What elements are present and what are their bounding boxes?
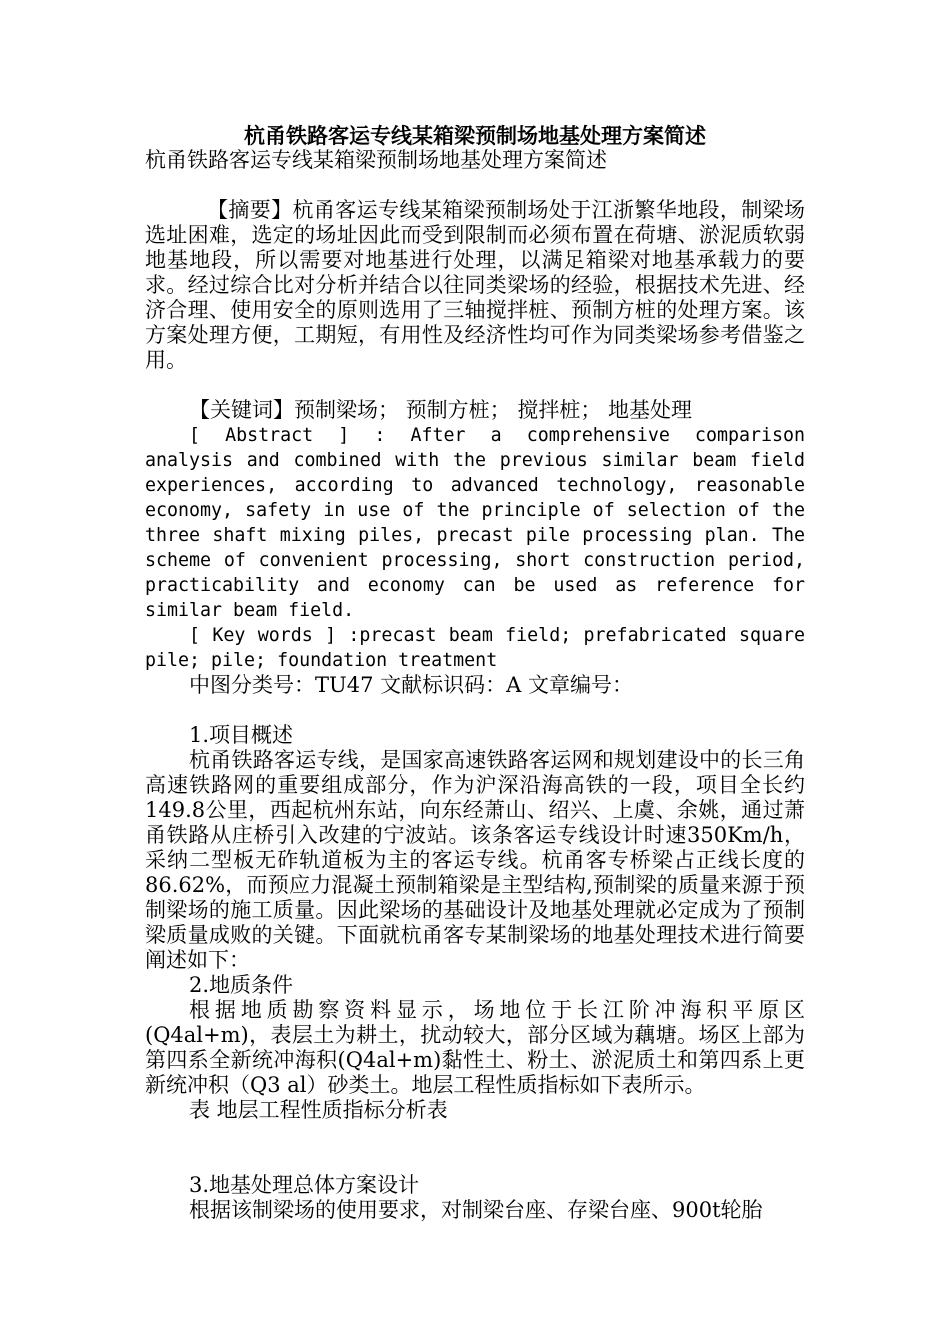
keywords-chinese: 【关键词】预制梁场； 预制方桩； 搅拌桩； 地基处理 <box>189 398 693 422</box>
spacer <box>145 1123 805 1173</box>
table-caption: 表 地层工程性质指标分析表 <box>189 1098 448 1122</box>
section-3-heading: 3.地基处理总体方案设计 <box>189 1173 420 1197</box>
abstract-chinese: 【摘要】杭甬客运专线某箱梁预制场处于江浙繁华地段，制梁场选址困难，选定的场址因此而受到限制而必须布置在荷塘、淤泥质软弱地基地段，所以需要对地基进行处理，以满足箱梁对地基承载力的要求。经过综合比对分析并结合以往同类梁场的经验，根据技术先进、经济合理、使用安全的原则选用了三轴搅拌桩、预制方桩的处理方案。该方案处理方便，工期短，有用性及经济性均可作为同类梁场参考借鉴之用。 <box>145 198 805 372</box>
section-1-text: 杭甬铁路客运专线，是国家高速铁路客运网和规划建设中的长三角高速铁路网的重要组成部分，作为沪深沿海高铁的一段，项目全长约149.8公里，西起杭州东站，向东经萧山、绍兴、上虞、余姚，通过萧甬铁路从庄桥引入改建的宁波站。该条客运专线设计时速350Km/h，采纳二型板无砟轨道板为主的客运专线。杭甬客专桥梁占正线长度的86.62%，而预应力混凝土预制箱梁是主型结构,预制梁的质量来源于预制梁场的施工质量。因此梁场的基础设计及地基处理就必定成为了预制梁质量成败的关键。下面就杭甬客专某制梁场的地基处理技术进行简要阐述如下： <box>145 748 805 972</box>
spacer <box>145 173 805 198</box>
document-title: 杭甬铁路客运专线某箱梁预制场地基处理方案简述 <box>244 123 706 148</box>
section-2-text: 根据地质勘察资料显示，场地位于长江阶冲海积平原区(Q4al+m)，表层土为耕土，扰动较大，部分区域为藕塘。场区上部为第四系全新统冲海积(Q4al+m)黏性土、粉土、淤泥质土和第四系上更新统冲积（Q3 al）砂类土。地层工程性质指标如下表所示。 <box>145 998 805 1097</box>
section-3-text: 根据该制梁场的使用要求，对制梁台座、存梁台座、900t轮胎 <box>189 1198 763 1222</box>
spacer <box>145 373 805 398</box>
classification-line: 中图分类号：TU47 文献标识码：A 文章编号： <box>189 673 633 697</box>
spacer <box>145 698 805 723</box>
abstract-english: [ Abstract ] : After a comprehensive comparison analysis and combined with the previous similar beam field experiences, according to advanced technology, reasonable economy, safety in use of the principle of selection of the three shaft mixing piles, precast pile processing plan. The scheme of convenient processing, short construction period, practicability and economy can be used as reference for similar beam field. <box>145 425 805 621</box>
section-2-heading: 2.地质条件 <box>189 973 294 997</box>
keywords-english: [ Key words ] :precast beam field; prefabricated square pile; pile; foundation treatment <box>145 625 805 671</box>
document-subtitle: 杭甬铁路客运专线某箱梁预制场地基处理方案简述 <box>145 148 607 172</box>
section-1-heading: 1.项目概述 <box>189 723 294 747</box>
document-body <box>145 123 805 1223</box>
